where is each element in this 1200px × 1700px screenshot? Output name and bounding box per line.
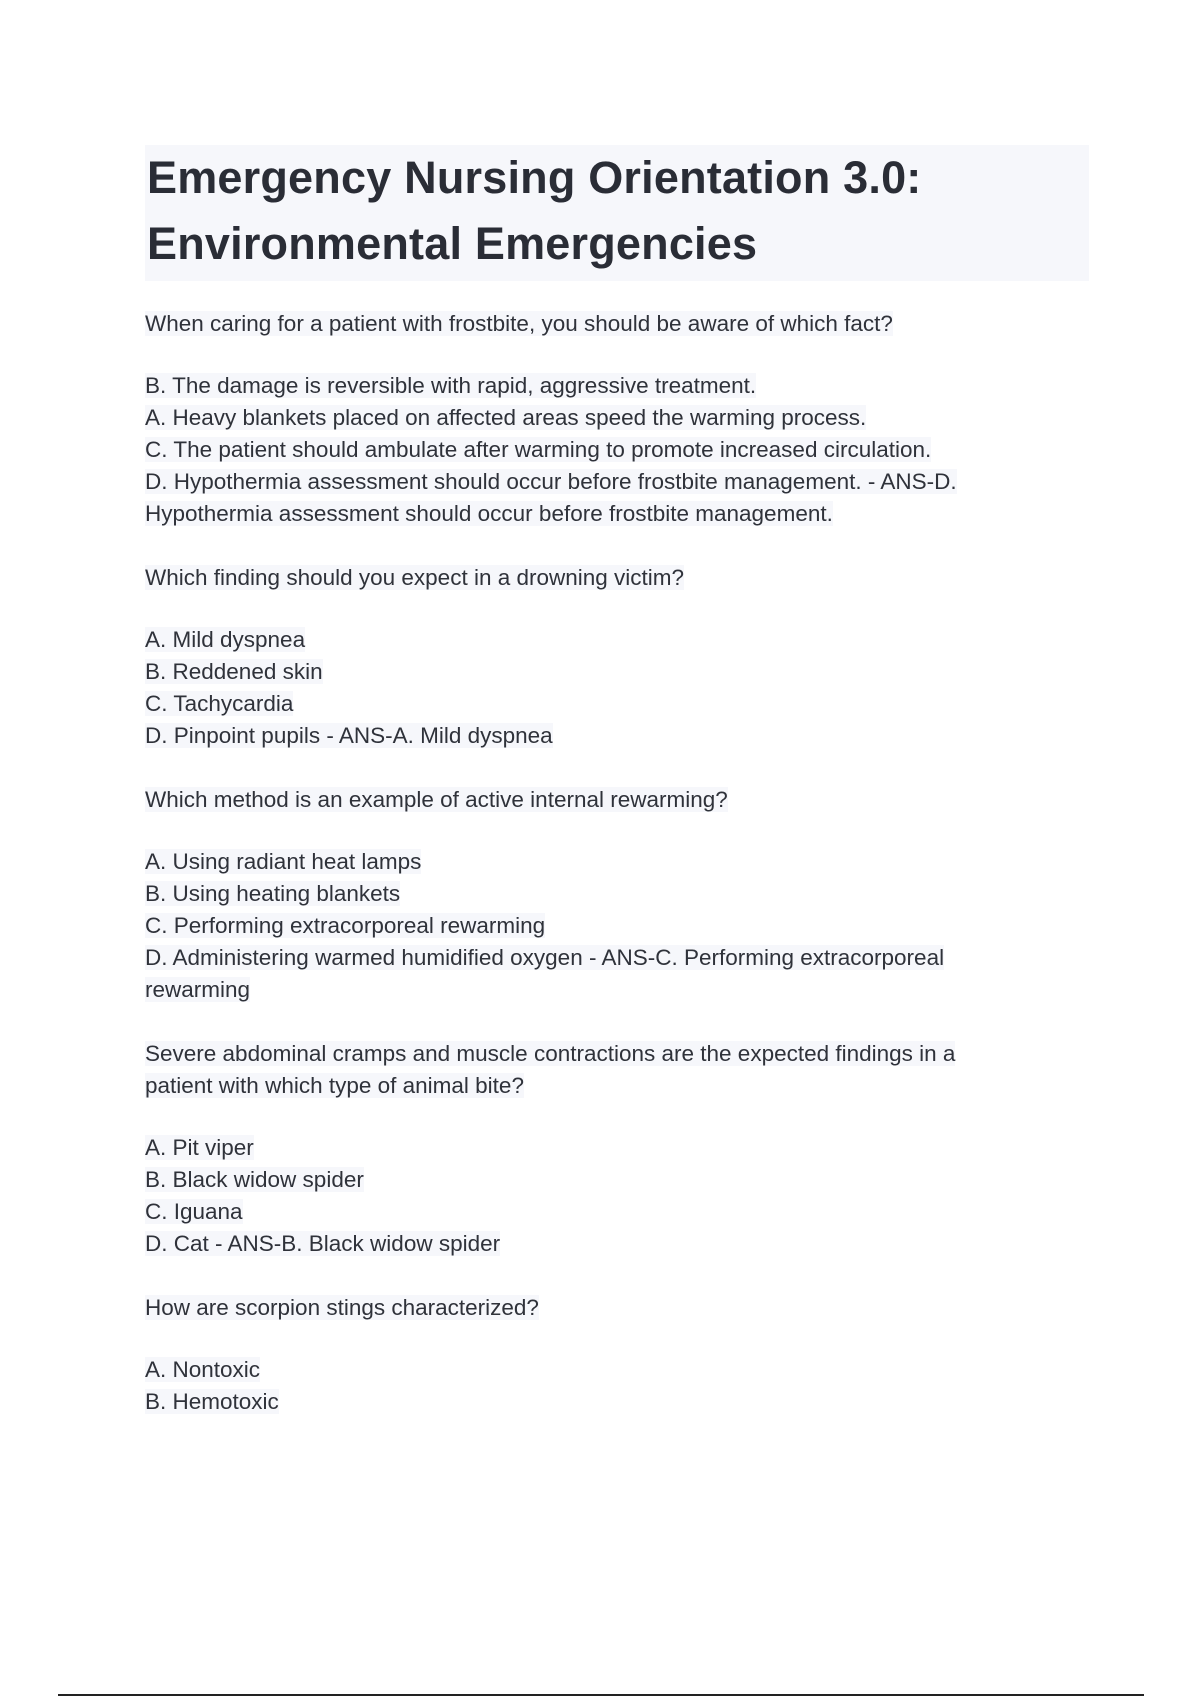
option-line: D. Cat - ANS-B. Black widow spider [145, 1231, 501, 1256]
question-line: When caring for a patient with frostbite, you should be aware of which fact? [145, 311, 893, 336]
qa-item-2 [145, 562, 1065, 752]
option-line: C. The patient should ambulate after warming to promote increased circulation. [145, 437, 932, 462]
option-line: Hypothermia assessment should occur before frostbite management. [145, 501, 833, 526]
option-line: B. Using heating blankets [145, 881, 401, 906]
question-text [145, 1292, 1065, 1324]
question-line: Severe abdominal cramps and muscle contractions are the expected findings in a [145, 1041, 956, 1066]
answer-options [145, 624, 1065, 752]
question-text [145, 784, 1065, 816]
option-line: A. Pit viper [145, 1135, 254, 1160]
answer-options [145, 370, 1065, 530]
option-line: B. The damage is reversible with rapid, aggressive treatment. [145, 373, 757, 398]
answer-options [145, 1354, 1065, 1418]
option-line: C. Tachycardia [145, 691, 294, 716]
qa-list [145, 308, 1065, 1450]
option-line: B. Hemotoxic [145, 1389, 279, 1414]
question-text [145, 1038, 1065, 1102]
answer-options [145, 1132, 1065, 1260]
option-line: A. Mild dyspnea [145, 627, 306, 652]
option-line: B. Black widow spider [145, 1167, 364, 1192]
option-line: D. Pinpoint pupils - ANS-A. Mild dyspnea [145, 723, 553, 748]
title-line-1: Emergency Nursing Orientation 3.0: [147, 152, 922, 203]
question-text [145, 308, 1065, 340]
question-line: Which method is an example of active internal rewarming? [145, 787, 728, 812]
question-line: Which finding should you expect in a drowning victim? [145, 565, 685, 590]
option-line: A. Heavy blankets placed on affected areas speed the warming process. [145, 405, 867, 430]
qa-item-1 [145, 308, 1065, 530]
option-line: B. Reddened skin [145, 659, 323, 684]
qa-item-5 [145, 1292, 1065, 1418]
option-line: A. Nontoxic [145, 1357, 261, 1382]
document-title [145, 145, 1089, 281]
option-line: D. Administering warmed humidified oxygen - ANS-C. Performing extracorporeal [145, 945, 945, 970]
title-line-2: Environmental Emergencies [147, 218, 758, 269]
question-text [145, 562, 1065, 594]
question-line: How are scorpion stings characterized? [145, 1295, 539, 1320]
option-line: C. Performing extracorporeal rewarming [145, 913, 546, 938]
option-line: D. Hypothermia assessment should occur before frostbite management. - ANS-D. [145, 469, 957, 494]
option-line: rewarming [145, 977, 251, 1002]
footer-divider [58, 1694, 1144, 1696]
option-line: C. Iguana [145, 1199, 243, 1224]
option-line: A. Using radiant heat lamps [145, 849, 422, 874]
qa-item-3 [145, 784, 1065, 1006]
answer-options [145, 846, 1065, 1006]
qa-item-4 [145, 1038, 1065, 1260]
question-line: patient with which type of animal bite? [145, 1073, 524, 1098]
